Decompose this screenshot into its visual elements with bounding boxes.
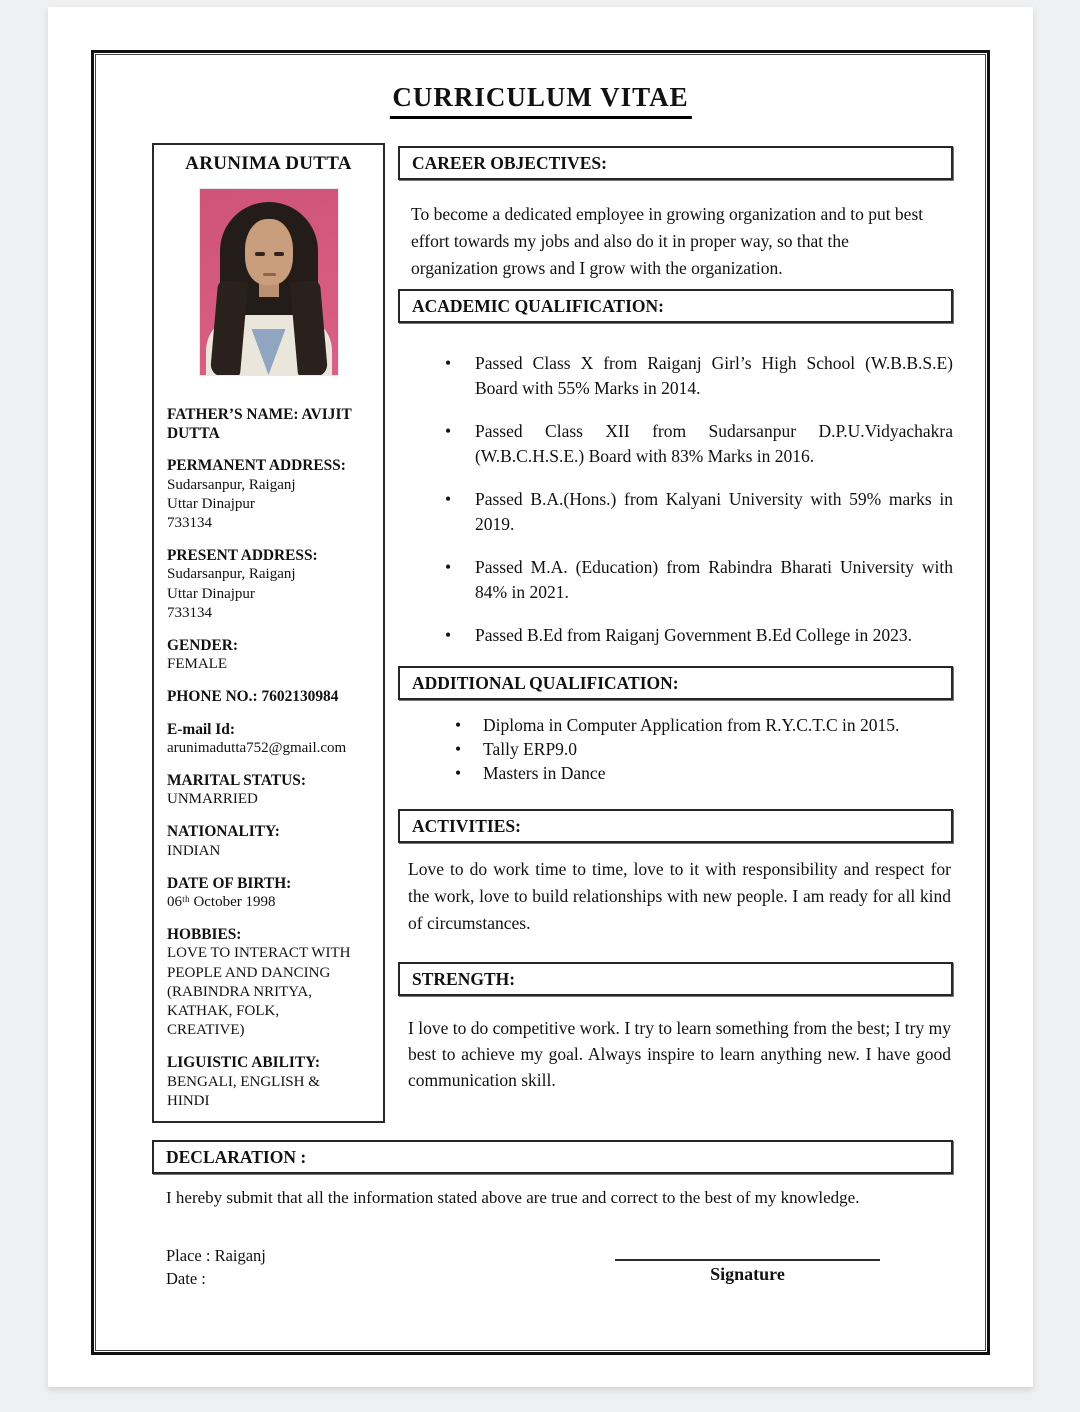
declaration-heading: DECLARATION : [152,1140,953,1174]
section-heading-activities: ACTIVITIES: [398,809,953,843]
bullet-item: • Passed Class XII from Sudarsanpur D.P.U.Vidyachakra (W.B.C.H.S.E.) Board with 83% Marks in 2016. [398,419,953,469]
field-label: PRESENT ADDRESS: [167,547,318,565]
personal-info-panel [152,143,385,1123]
field-label: LIGUISTIC ABILITY: [167,1054,320,1072]
section-text-career: To become a dedicated employee in growing organization and to put best effort towards my jobs and also do it in proper way, so that the organization grows and I grow with the organization. [411,204,924,278]
photo-eye-left [255,252,265,256]
date-line: Date : [166,1269,206,1288]
field-value: Uttar Dinajpur [167,495,255,512]
section-activities [398,809,953,937]
field-father-name [167,405,373,443]
declaration-text: I hereby submit that all the information stated above are true and correct to the best of my knowledge. [166,1188,860,1207]
section-text-strength: I love to do competitive work. I try to learn something from the best; I try my best to achieve my goal. Always inspire to learn anything new. I have good communication skill. [408,1018,951,1090]
section-list-additional [398,713,953,785]
cv-title: CURRICULUM VITAE [389,82,691,119]
field-value: Sudarsanpur, Raiganj [167,566,296,583]
field-value: 733134 [167,515,212,532]
field-label: GENDER: [167,637,238,655]
personal-info-fields [167,405,373,1111]
field-label: NATIONALITY: [167,823,280,841]
declaration-footer [152,1244,953,1290]
candidate-photo [200,189,338,375]
section-strength [398,962,953,1093]
field-value: Sudarsanpur, Raiganj [167,476,296,493]
section-heading-additional: ADDITIONAL QUALIFICATION: [398,666,953,700]
cv-frame [91,50,990,1355]
section-career [398,146,953,282]
field-email [167,720,373,758]
section-additional [398,666,953,785]
section-heading-strength: STRENGTH: [398,962,953,996]
field-nationality [167,822,373,860]
section-text-activities: Love to do work time to time, love to it with responsibility and respect for the work, love to build relationships with new people. I am ready for all kind of circumstances. [408,859,951,933]
bullet-item: • Passed Class X from Raiganj Girl’s High School (W.B.B.S.E) Board with 55% Marks in 2014. [398,351,953,401]
field-present-address [167,546,373,623]
field-value: Uttar Dinajpur [167,585,255,602]
field-phone [167,687,373,706]
field-date-of-birth [167,874,373,912]
field-label: E-mail Id: [167,720,235,738]
place-date-block [166,1244,266,1290]
field-label: FATHER’S NAME: AVIJIT [167,406,352,423]
field-value: CREATIVE) [167,1022,245,1039]
section-academic [398,289,953,648]
bullet-item: • Passed M.A. (Education) from Rabindra Bharati University with 84% in 2021. [398,555,953,605]
field-value: FEMALE [167,656,227,673]
cv-sections [398,146,953,1093]
field-value: HINDI [167,1092,210,1109]
photo-eye-right [274,252,284,256]
field-marital-status [167,771,373,809]
section-heading-career: CAREER OBJECTIVES: [398,146,953,180]
bullet-item: • Diploma in Computer Application from R.Y.C.T.C in 2015. [398,713,953,737]
section-list-academic [398,351,953,648]
field-permanent-address [167,456,373,533]
field-value: LOVE TO INTERACT WITH [167,945,351,962]
field-value: KATHAK, FOLK, [167,1003,280,1020]
field-value: UNMARRIED [167,791,258,808]
bullet-item: • Masters in Dance [398,761,953,785]
field-value: arunimadutta752@gmail.com [167,739,347,756]
field-value: (RABINDRA NRITYA, [167,983,313,1000]
field-label: MARITAL STATUS: [167,772,306,790]
signature-block [615,1244,880,1290]
field-value: INDIAN [167,842,221,859]
field-gender [167,636,373,674]
candidate-name: ARUNIMA DUTTA [185,153,352,174]
signature-label: Signature [710,1264,785,1284]
place-line: Place : Raiganj [166,1246,266,1265]
field-label: PERMANENT ADDRESS: [167,457,346,475]
field-value: PEOPLE AND DANCING [167,964,331,981]
field-linguistic-ability [167,1053,373,1111]
field-label: PHONE NO.: 7602130984 [167,688,339,706]
bullet-item: • Passed B.Ed from Raiganj Government B.Ed College in 2023. [398,623,953,648]
photo-mouth [263,273,276,276]
field-value: BENGALI, ENGLISH & [167,1073,320,1090]
field-label: DUTTA [167,425,220,443]
field-value: 06ᵗʰ October 1998 [167,894,276,911]
field-hobbies [167,925,373,1040]
field-label: DATE OF BIRTH: [167,874,292,892]
bullet-item: • Tally ERP9.0 [398,737,953,761]
field-value: 733134 [167,604,212,621]
field-label: HOBBIES: [167,926,242,944]
declaration-section [152,1140,953,1290]
section-heading-academic: ACADEMIC QUALIFICATION: [398,289,953,323]
bullet-item: • Passed B.A.(Hons.) from Kalyani University with 59% marks in 2019. [398,487,953,537]
cv-page [48,7,1033,1387]
